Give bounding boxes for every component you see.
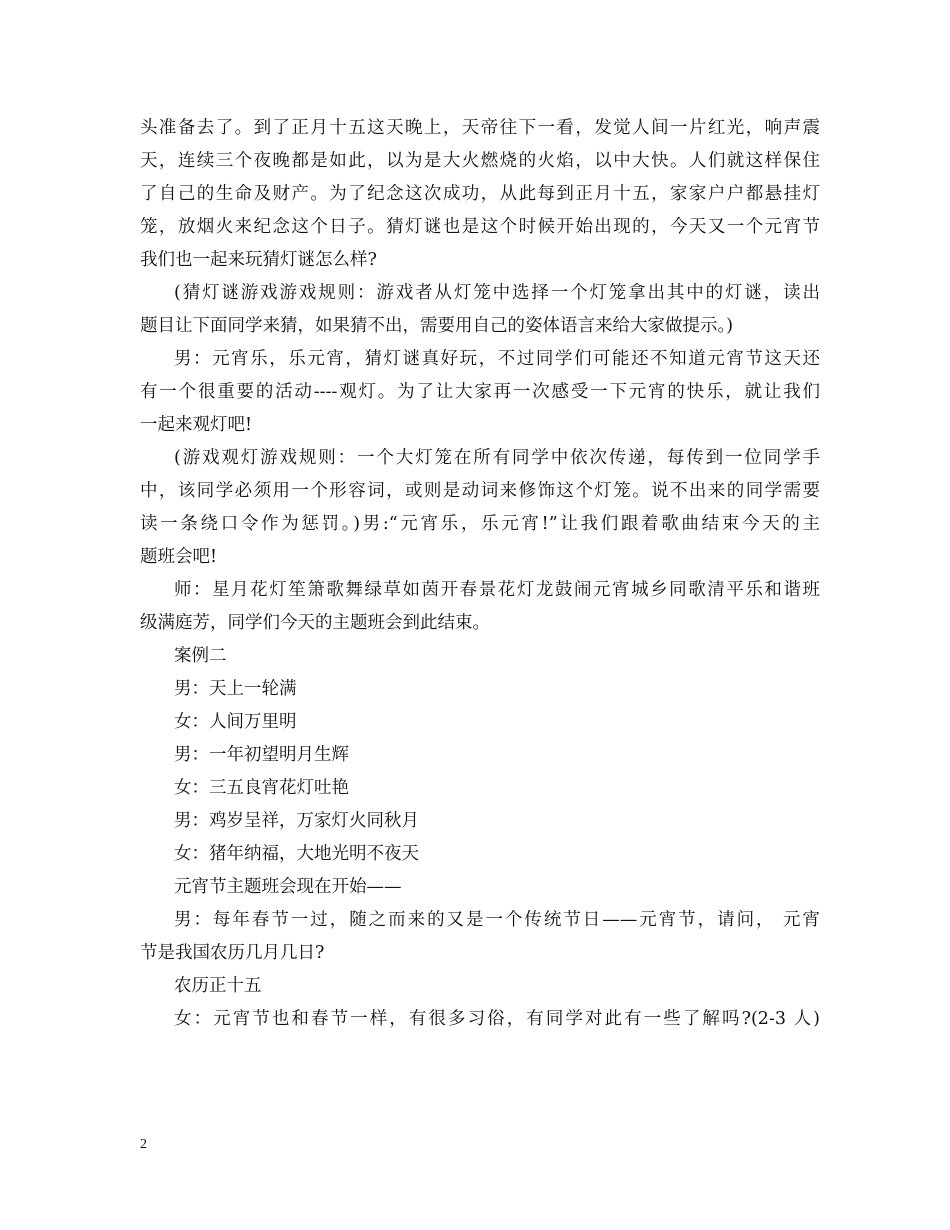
text-line: (猜灯谜游戏游戏规则：游戏者从灯笼中选择一个灯笼拿出其中的灯谜，读出 <box>174 283 820 303</box>
text-line: 节是我国农历几月几日? <box>140 943 325 963</box>
text-line: 题班会吧! <box>140 547 218 567</box>
text-line: 师：星月花灯笙箫歌舞绿草如茵开春景花灯龙鼓闹元宵城乡同歌清平乐和谐班 <box>174 580 820 600</box>
text-line: 头准备去了。到了正月十五这天晚上，天帝往下一看，发觉人间一片红光，响声震 <box>140 118 820 138</box>
text-line: 有一个很重要的活动----观灯。为了让大家再一次感受一下元宵的快乐，就让我们 <box>140 382 820 402</box>
text-line: 一起来观灯吧! <box>140 415 253 435</box>
text-line: 笼，放烟火来纪念这个日子。猜灯谜也是这个时候开始出现的，今天又一个元宵节 <box>140 217 820 237</box>
text-line: 读一条绕口令作为惩罚。)男:“元宵乐，乐元宵!”让我们跟着歌曲结束今天的主 <box>140 514 820 534</box>
text-line: 女：三五良宵花灯吐艳 <box>174 778 349 798</box>
text-line: 中，该同学必须用一个形容词，或则是动词来修饰这个灯笼。说不出来的同学需要 <box>140 481 820 501</box>
text-line: 女：人间万里明 <box>174 712 297 732</box>
text-line: 女：元宵节也和春节一样，有很多习俗，有同学对此有一些了解吗?(2-3 人) <box>174 1009 820 1029</box>
text-line: 农历正十五 <box>174 976 262 996</box>
text-line: 男：鸡岁呈祥，万家灯火同秋月 <box>174 811 419 831</box>
text-line: 题目让下面同学来猜，如果猜不出，需要用自己的姿体语言来给大家做提示。) <box>140 316 734 336</box>
text-line: 男：天上一轮满 <box>174 679 297 699</box>
text-line: 级满庭芳，同学们今天的主题班会到此结束。 <box>140 613 490 633</box>
text-line: (游戏观灯游戏规则：一个大灯笼在所有同学中依次传递，每传到一位同学手 <box>174 448 820 468</box>
text-line: 男：一年初望明月生辉 <box>174 745 349 765</box>
text-line: 男：每年春节一过，随之而来的又是一个传统节日——元宵节，请问， 元宵 <box>174 910 820 930</box>
page-number: 2 <box>140 1137 147 1152</box>
body-text <box>140 112 820 1036</box>
text-line: 男：元宵乐，乐元宵，猜灯谜真好玩，不过同学们可能还不知道元宵节这天还 <box>174 349 820 369</box>
text-line: 元宵节主题班会现在开始—— <box>174 877 402 897</box>
text-line: 我们也一起来玩猜灯谜怎么样? <box>140 250 377 270</box>
text-line: 女：猪年纳福，大地光明不夜天 <box>174 844 419 864</box>
text-line: 了自己的生命及财产。为了纪念这次成功，从此每到正月十五，家家户户都悬挂灯 <box>140 184 820 204</box>
section-heading: 案例二 <box>174 646 227 666</box>
text-line: 天，连续三个夜晚都是如此，以为是大火燃烧的火焰，以中大快。人们就这样保住 <box>140 151 820 171</box>
